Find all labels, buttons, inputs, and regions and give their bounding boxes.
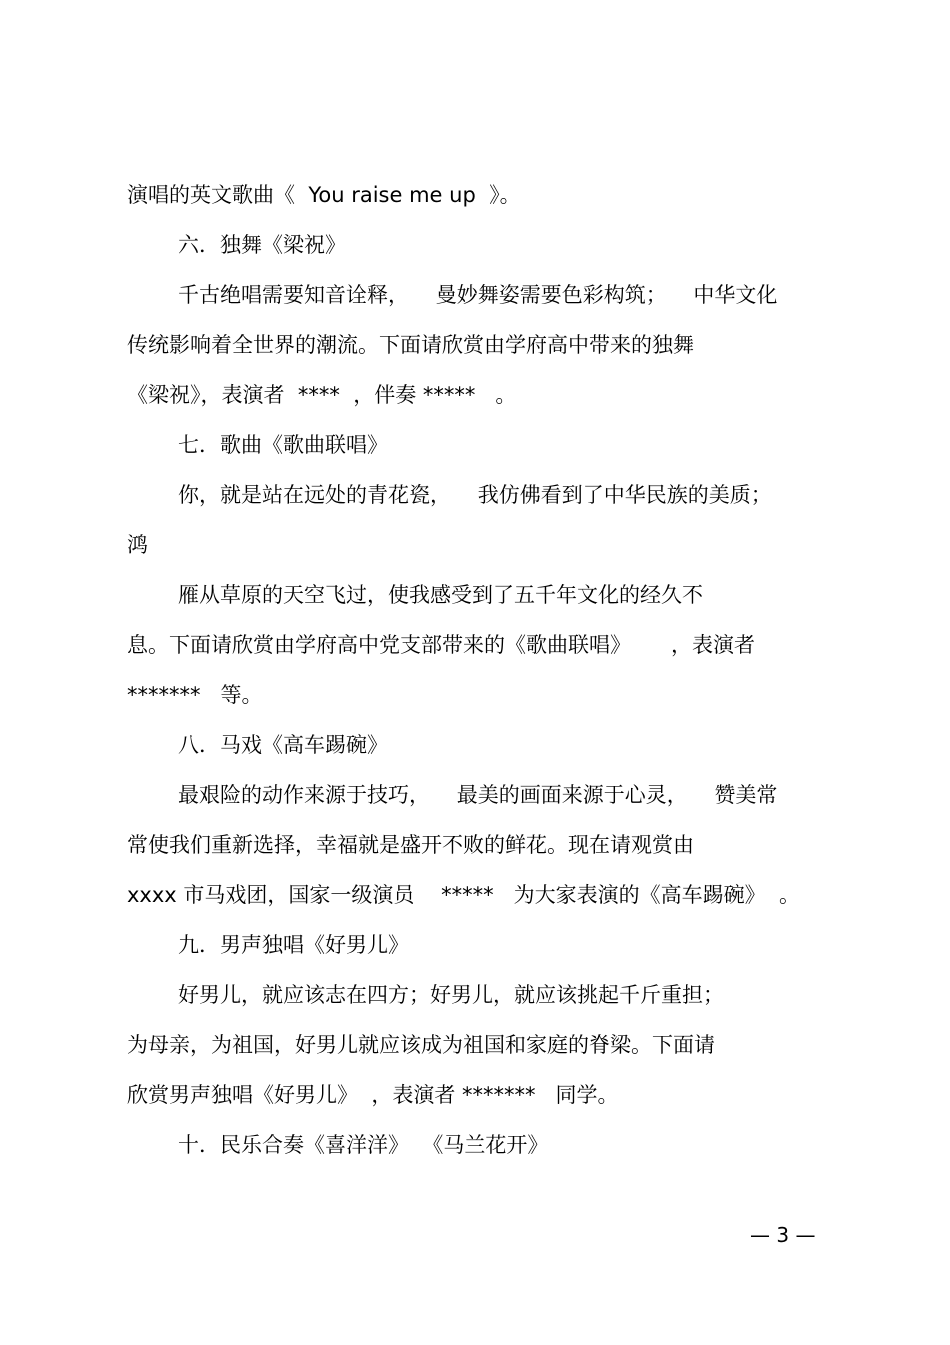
text-line-5: 《梁祝》，表演者 **** ，伴奏 ***** 。: [127, 383, 517, 407]
text-line-7: 你，就是站在远处的青花瓷， 我仿佛看到了中华民族的美质；: [178, 483, 772, 507]
heading-9-male-solo: 九．男声独唱《好男儿》: [178, 933, 409, 957]
text-line-4: 传统影响着全世界的潮流。下面请欣赏由学府高中带来的独舞: [127, 333, 694, 357]
text-line-18: 为母亲，为祖国，好男儿就应该成为祖国和家庭的脊梁。下面请: [127, 1033, 715, 1057]
text-line-1: 演唱的英文歌曲《 You raise me up 》。: [127, 183, 521, 207]
page-number: — 3 —: [750, 1223, 816, 1247]
text-line-8: 鸿: [127, 533, 148, 557]
heading-7-song: 七．歌曲《歌曲联唱》: [178, 433, 388, 457]
heading-10-folk-ensemble: 十．民乐合奏《喜洋洋》 《马兰花开》: [178, 1133, 549, 1157]
text-line-3: 千古绝唱需要知音诠释， 曼妙舞姿需要色彩构筑； 中华文化: [178, 283, 778, 307]
text-line-14: 常使我们重新选择，幸福就是盛开不败的鲜花。现在请观赏由: [127, 833, 694, 857]
text-line-19: 欣赏男声独唱《好男儿》 ，表演者 ******* 同学。: [127, 1083, 619, 1107]
text-line-11: ******* 等。: [127, 683, 263, 707]
heading-6-solo-dance: 六．独舞《梁祝》: [178, 233, 346, 257]
heading-8-circus: 八．马戏《高车踢碗》: [178, 733, 388, 757]
text-line-15: xxxx 市马戏团，国家一级演员 ***** 为大家表演的《高车踢碗》 。: [127, 883, 800, 907]
text-line-10: 息。下面请欣赏由学府高中党支部带来的《歌曲联唱》 ，表演者: [127, 633, 756, 657]
text-line-9: 雁从草原的天空飞过，使我感受到了五千年文化的经久不: [178, 583, 703, 607]
text-line-17: 好男儿，就应该志在四方；好男儿，就应该挑起千斤重担；: [178, 983, 724, 1007]
text-line-13: 最艰险的动作来源于技巧， 最美的画面来源于心灵， 赞美常: [178, 783, 778, 807]
